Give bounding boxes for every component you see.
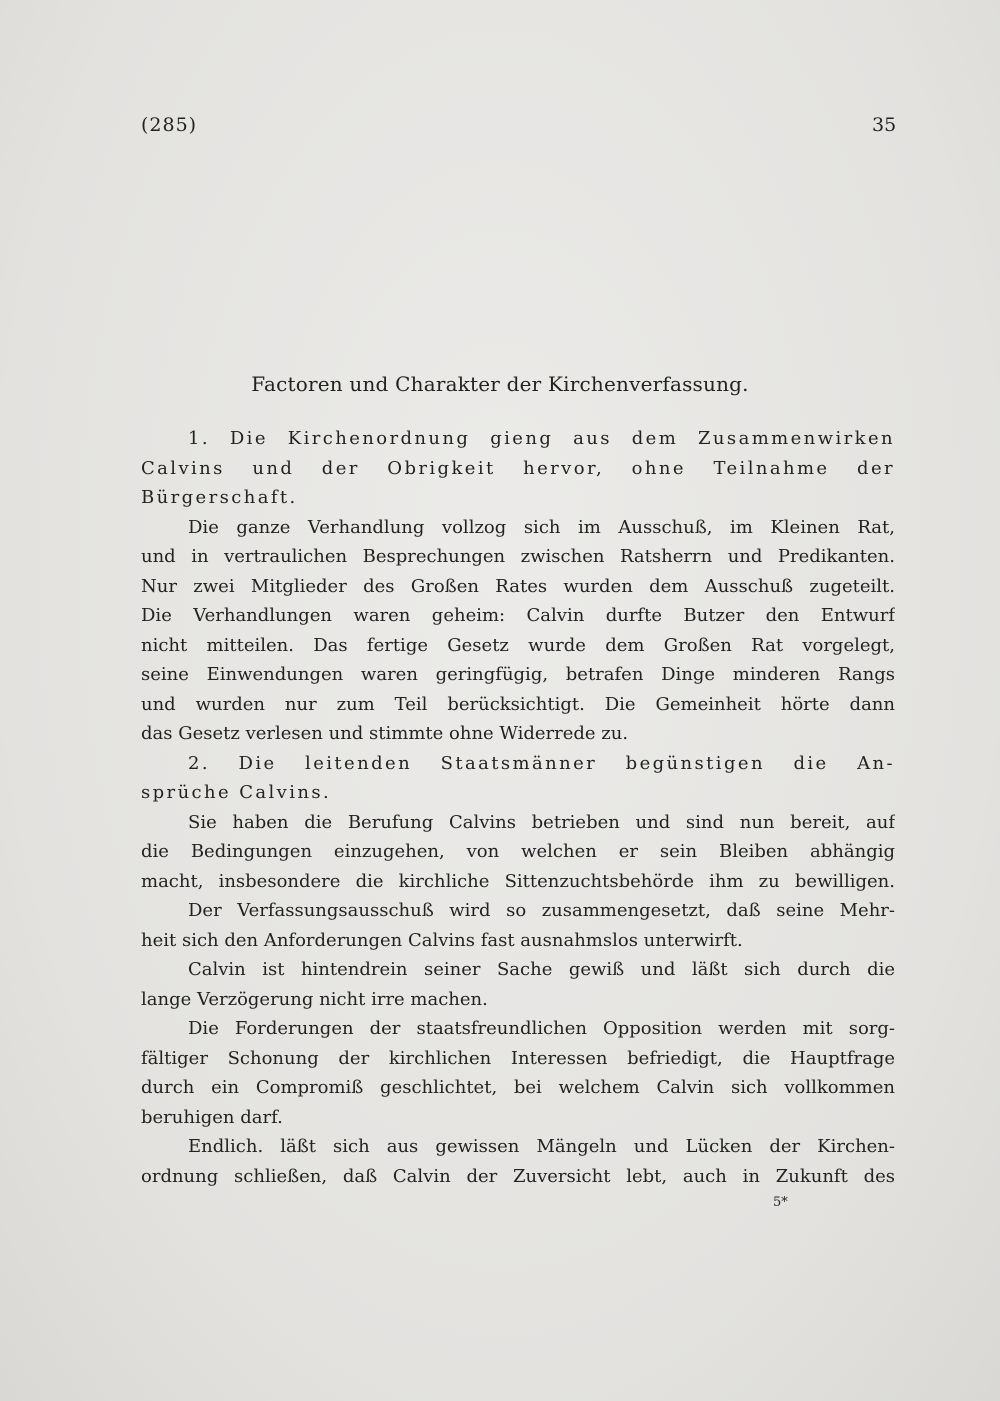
text-line: lange Verzögerung nicht irre machen. (141, 988, 488, 1010)
text-line: das Gesetz verlesen und stimmte ohne Widerrede zu. (141, 723, 629, 744)
text-line: und in vertraulichen Besprechungen zwischen Ratsherrn und Predikanten. (141, 546, 895, 567)
page-number: 35 (872, 114, 897, 136)
text-line: Die ganze Verhandlung vollzog sich im Ausschuß, im Kleinen Rat, (188, 516, 895, 538)
text-line: beruhigen darf. (141, 1106, 283, 1128)
text-line: Der Verfassungsausschuß wird so zusammengesetzt, daß seine Mehr- (188, 900, 895, 921)
section-title: Factoren und Charakter der Kirchenverfassung. (251, 372, 749, 396)
text-line: macht, insbesondere die kirchliche Sittenzuchtsbehörde ihm zu bewilligen. (141, 870, 895, 892)
text-line: sprüche Calvins. (141, 782, 332, 803)
text-line: Die Forderungen der staatsfreundlichen Opposition werden mit sorg- (188, 1018, 895, 1039)
text-line: seine Einwendungen waren geringfügig, betrafen Dinge minderen Rangs (141, 664, 895, 685)
text-line: ordnung schließen, daß Calvin der Zuversicht lebt, auch in Zukunft des (141, 1165, 895, 1187)
text-line: 1. Die Kirchenordnung gieng aus dem Zusammenwirken (188, 428, 895, 449)
text-line: Calvin ist hintendrein seiner Sache gewiß und läßt sich durch die (188, 959, 895, 980)
text-line: Nur zwei Mitglieder des Großen Rates wurden dem Ausschuß zugeteilt. (141, 575, 895, 597)
text-line: heit sich den Anforderungen Calvins fast ausnahmslos unterwirft. (141, 929, 743, 951)
header-left-number: (285) (141, 114, 198, 136)
text-line: und wurden nur zum Teil berücksichtigt. Die Gemeinheit hörte dann (141, 693, 895, 715)
text-line: die Bedingungen einzugehen, von welchen er sein Bleiben abhängig (141, 841, 895, 862)
text-line: Sie haben die Berufung Calvins betrieben und sind nun bereit, auf (188, 811, 895, 833)
text-line: nicht mitteilen. Das fertige Gesetz wurde dem Großen Rat vorgelegt, (141, 634, 895, 656)
text-line: 2. Die leitenden Staatsmänner begünstigen die An- (188, 752, 895, 774)
body-text (141, 424, 895, 1191)
signature-mark: 5* (773, 1195, 788, 1210)
text-line: Calvins und der Obrigkeit hervor, ohne Teilnahme der (141, 457, 895, 479)
text-line: Endlich. läßt sich aus gewissen Mängeln und Lücken der Kirchen- (188, 1136, 895, 1157)
text-line: Die Verhandlungen waren geheim: Calvin durfte Butzer den Entwurf (141, 605, 895, 626)
text-line: Bürgerschaft. (141, 487, 298, 508)
text-line: durch ein Compromiß geschlichtet, bei welchem Calvin sich vollkommen (141, 1077, 895, 1098)
text-line: fältiger Schonung der kirchlichen Interessen befriedigt, die Hauptfrage (141, 1047, 895, 1069)
